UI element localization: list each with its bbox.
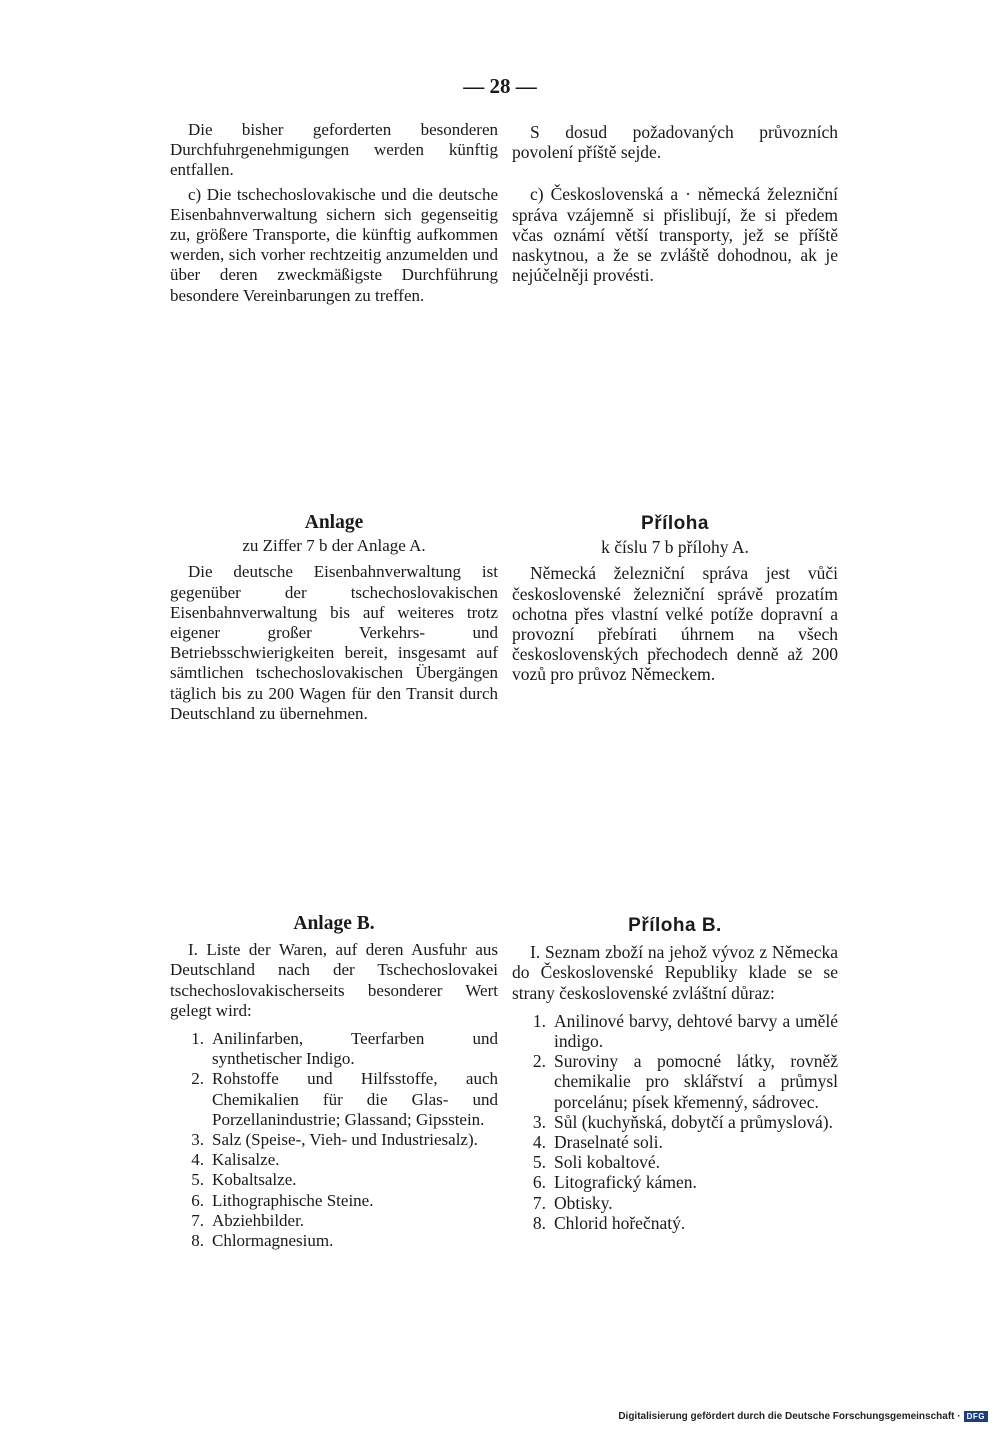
page-number: — 28 —	[463, 74, 537, 98]
list-item: 4. Kalisalze.	[191, 1150, 280, 1170]
list-item: 1. Anilinové barvy, dehtové barvy a umělé indigo.	[532, 1010, 838, 1052]
anlage-a-czech	[512, 514, 838, 685]
list-item: 5. Soli kobaltové.	[532, 1152, 660, 1173]
top-section-german	[170, 120, 498, 306]
top-section-czech	[512, 122, 838, 285]
anlage-heading: Anlage	[304, 512, 364, 533]
anlage-body: Die deutsche Eisenbahnverwaltung ist gegenüber der tschechoslovakischen Eisenbahnverwaltung bis auf weiteres trotz eigener großer Verkehrs- und Betriebsschwierigkeiten bereit, insgesamt auf sämtlichen tschechoslovakischen Übergängen täglich bis zu 200 Wagen für den Transit durch Deutschland zu übernehmen.	[170, 562, 498, 723]
german-paragraph-c: c) Die tschechoslovakische und die deutsche Eisenbahnverwaltung sichern sich gegenseitig zu, größere Transporte, die künftig aufkommen werden, sich vorher rechtzeitig anzumelden und über deren zweckmäßigste Durchführung besondere Vereinbarungen zu treffen.	[170, 184, 498, 305]
list-item: 1. Anilinfarben, Teerfarben und synthetischer Indigo.	[191, 1029, 498, 1069]
anlage-b-czech	[512, 916, 838, 1233]
list-item: 4. Draselnaté soli.	[532, 1132, 663, 1153]
list-item: 3. Sůl (kuchyňská, dobytčí a průmyslová).	[532, 1111, 833, 1132]
list-item: 8. Chlormagnesium.	[191, 1231, 334, 1251]
list-item: 6. Litografický kámen.	[532, 1172, 697, 1193]
priloha-body: Německá železniční správa jest vůči československé železniční správě prozatím ochotna přes vlastní velké potíže dopravní a provozní přebírati úhrnem na všech československých přechodech denně až 200 vozů pro průvoz Německem.	[512, 563, 838, 685]
czech-paragraph-1: S dosud požadovaných průvozních povolení příště sejde.	[512, 122, 838, 163]
czech-goods-list	[512, 1011, 838, 1233]
list-item: 2. Suroviny a pomocné látky, rovněž chemikalie pro sklářství a průmysl porcelánu; písek křemenný, sádrovec.	[532, 1051, 838, 1112]
list-item: 2. Rohstoffe und Hilfsstoffe, auch Chemikalien für die Glas- und Porzellanindustrie; Glassand; Gipsstein.	[191, 1069, 498, 1129]
german-goods-list	[170, 1029, 498, 1251]
list-item: 6. Lithographische Steine.	[191, 1190, 374, 1210]
anlage-a-german	[170, 513, 498, 724]
list-item: 7. Abziehbilder.	[191, 1210, 305, 1230]
priloha-heading: Příloha	[641, 513, 709, 534]
priloha-b-heading: Příloha B.	[628, 915, 722, 936]
anlage-b-intro: I. Liste der Waren, auf deren Ausfuhr aus Deutschland nach der Tschechoslovakei tschechoslovakischerseits besonderer Wert gelegt wird:	[170, 940, 498, 1020]
anlage-b-german	[170, 914, 498, 1251]
priloha-subheading: k číslu 7 b přílohy A.	[601, 537, 749, 558]
german-paragraph-1: Die bisher geforderten besonderen Durchfuhrgenehmigungen werden künftig entfallen.	[170, 120, 498, 180]
dfg-logo: DFG	[964, 1411, 988, 1422]
anlage-b-heading: Anlage B.	[293, 913, 375, 934]
czech-paragraph-c: c) Československá a · německá železniční správa vzájemně si přislibují, že si předem včas oznámí větší transporty, jež se příště naskytnou, a že se zvláště dohodnou, ak je nejúčelněji provésti.	[512, 184, 838, 286]
list-item: 3. Salz (Speise-, Vieh- und Industriesalz).	[191, 1130, 478, 1150]
footer-text: Digitalisierung gefördert durch die Deutsche Forschungsgemeinschaft ·	[618, 1411, 961, 1422]
anlage-subheading: zu Ziffer 7 b der Anlage A.	[242, 536, 426, 556]
list-item: 8. Chlorid hořečnatý.	[532, 1212, 686, 1233]
priloha-b-intro: I. Seznam zboží na jehož vývoz z Německa do Československé Republiky klade se se strany československé zvláštní důraz:	[512, 942, 838, 1003]
list-item: 7. Obtisky.	[532, 1192, 613, 1213]
list-item: 5. Kobaltsalze.	[191, 1170, 297, 1190]
digitization-footer	[618, 1411, 988, 1422]
